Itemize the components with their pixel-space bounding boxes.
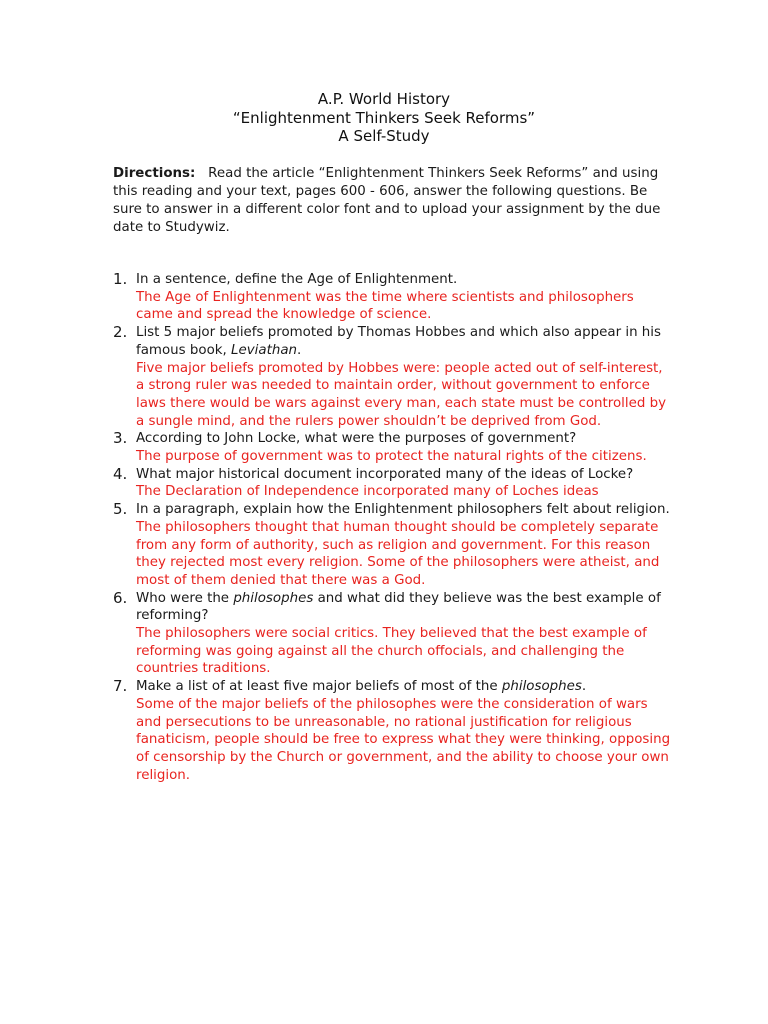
question-item-6 [113, 590, 673, 679]
question-text-part: . [581, 679, 587, 695]
question-item-4 [113, 466, 673, 501]
question-text: In a sentence, define the Age of Enlightenment. [136, 272, 458, 287]
directions-text: Read the article “Enlightenment Thinkers Seek Reforms” and using this reading and your text, pages 600 - 606, answer the following questions. Be sure to answer in a different color font and to upload your assignment by the due date to Studywiz. [113, 166, 661, 235]
answer-text: The Age of Enlightenment was the time where scientists and philosophers came and spread the knowledge of science. [136, 289, 634, 323]
question-text: According to John Locke, what were the purposes of government? [136, 431, 577, 447]
italic-term: philosophes [501, 679, 582, 695]
question-text-part: and what did they believe was the best example of reforming? [136, 590, 661, 624]
question-item-7 [113, 678, 673, 784]
italic-term: philosophes [233, 590, 314, 606]
question-text-part: Who were the [136, 590, 234, 606]
assignment-title: “Enlightenment Thinkers Seek Reforms” [232, 108, 536, 127]
question-text: In a paragraph, explain how the Enlightenment philosophers felt about religion. [136, 502, 670, 518]
book-title: Leviathan [231, 342, 298, 358]
question-text: What major historical document incorporated many of the ideas of Locke? [136, 466, 634, 482]
question-item-2 [113, 324, 673, 430]
question-item-3 [113, 430, 673, 465]
question-text-part: . [297, 342, 302, 358]
directions-label: Directions: [113, 166, 196, 181]
question-number: 7. [113, 677, 128, 696]
question-number: 4. [113, 464, 128, 483]
answer-text: Five major beliefs promoted by Hobbes were: people acted out of self-interest, a strong ruler was needed to maintain order, without government to enforce laws there would be wars against every man, each state must be controlled by a sungle mind, and the rulers power shouldn’t be deprived from God. [136, 360, 667, 429]
question-text [136, 678, 673, 696]
title-block [0, 90, 768, 146]
answer-text: The Declaration of Independence incorporated many of Loches ideas [136, 484, 599, 500]
course-title: A.P. World History [317, 90, 451, 108]
question-number: 3. [113, 429, 128, 448]
answer-text: The purpose of government was to protect the natural rights of the citizens. [136, 449, 647, 465]
question-item-5 [113, 501, 673, 590]
directions-paragraph [113, 165, 673, 237]
question-text [136, 590, 673, 625]
question-item-1 [113, 271, 673, 324]
question-number: 5. [113, 500, 128, 519]
question-list [113, 271, 673, 784]
question-text-part: Make a list of at least five major beliefs of most of the [136, 679, 502, 695]
question-text [136, 324, 673, 359]
answer-text: The philosophers thought that human thought should be completely separate from any form of authority, such as religion and government. For this reason they rejected most every religion. Some of the philosophers were atheist, and most of them denied that there was a God. [136, 519, 660, 588]
question-number: 6. [113, 588, 128, 607]
question-number: 2. [113, 323, 128, 342]
question-number: 1. [113, 270, 128, 288]
answer-text: Some of the major beliefs of the philosophes were the consideration of wars and persecutions to be unreasonable, no rational justification for religious fanaticism, people should be free to express what they were thinking, opposing of censorship by the Church or government, and the ability to choose your own religion. [136, 696, 671, 783]
answer-text: The philosophers were social critics. They believed that the best example of reforming was going against all the church offocials, and challenging the countries traditions. [136, 626, 647, 677]
assignment-subtitle: A Self-Study [338, 127, 430, 145]
question-text-part: List 5 major beliefs promoted by Thomas Hobbes and which also appear in his famous book, [136, 325, 661, 358]
